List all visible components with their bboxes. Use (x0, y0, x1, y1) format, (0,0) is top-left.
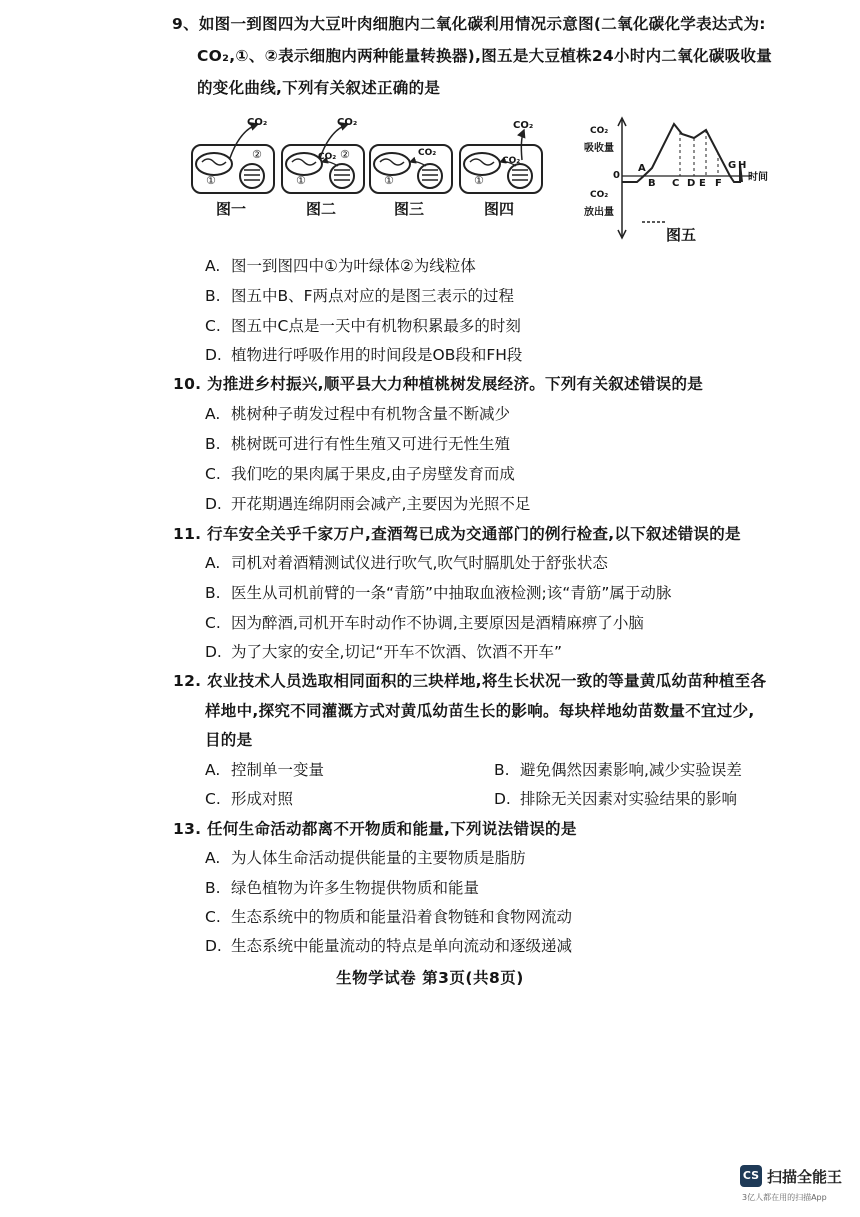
q10-option-d-text: 开花期遇连绵阴雨会减产,主要因为光照不足 (231, 495, 531, 513)
cell-4 (460, 130, 542, 193)
fig3-caption: 图三 (394, 200, 425, 218)
q12-option-d-label: D. (494, 790, 511, 808)
q9-option-a-label: A. (205, 257, 221, 275)
q10-option-a-text: 桃树种子萌发过程中有机物含量不断减少 (231, 405, 511, 423)
q11-option-a-label: A. (205, 554, 221, 572)
q13-option-c-text: 生态系统中的物质和能量沿着食物链和食物网流动 (231, 908, 573, 926)
q9-stem-line2: CO₂,①、②表示细胞内两种能量转换器),图五是大豆植株24小时内二氧化碳吸收量 (197, 47, 773, 65)
q13-option-c (205, 907, 572, 927)
q13-option-a-label: A. (205, 849, 221, 867)
q12-stem-line3: 目的是 (205, 731, 253, 749)
camscanner-logo-icon: CS (740, 1165, 762, 1187)
q11-option-a (205, 553, 608, 573)
fig5-absorb-label-2: 吸收量 (584, 143, 614, 154)
q11-option-b-text: 医生从司机前臂的一条“青筋”中抽取血液检测;该“青筋”属于动脉 (231, 584, 672, 602)
q9-option-b-text: 图五中B、F两点对应的是图三表示的过程 (231, 287, 515, 305)
q9-option-d-label: D. (205, 346, 222, 364)
q13-option-b (205, 878, 479, 898)
q13-option-b-label: B. (205, 879, 221, 897)
camscanner-tagline: 3亿人都在用的扫描App (742, 1193, 827, 1202)
fig4-caption: 图四 (484, 200, 515, 218)
q11-option-c (205, 613, 644, 633)
q11-option-d (205, 642, 562, 662)
fig5-release-label-2: 放出量 (584, 207, 614, 218)
fig5-point-d: D (687, 178, 696, 189)
q12-stem-line1: 12. 农业技术人员选取相同面积的三块样地,将生长状况一致的等量黄瓜幼苗种植至各 (173, 672, 767, 690)
q11-option-d-label: D. (205, 643, 222, 661)
cell-3 (370, 145, 452, 193)
q13-option-a (205, 848, 526, 868)
q9-option-a (205, 256, 476, 276)
q12-option-c (205, 789, 293, 809)
fig5-point-h: H (738, 160, 747, 171)
q11-option-d-text: 为了大家的安全,切记“开车不饮酒、饮酒不开车” (231, 643, 562, 661)
q13-option-d (205, 936, 572, 956)
fig2-caption: 图二 (306, 200, 337, 218)
q11-option-a-text: 司机对着酒精测试仪进行吹气,吹气时膈肌处于舒张状态 (231, 554, 608, 572)
fig2-circle2: ② (340, 148, 350, 161)
q10-option-a-label: A. (205, 405, 221, 423)
q10-option-c (205, 464, 515, 484)
q12-option-b (494, 760, 742, 780)
q11-option-c-text: 因为醉酒,司机开车时动作不协调,主要原因是酒精麻痹了小脑 (231, 614, 644, 632)
fig5-zero: 0 (613, 170, 620, 181)
q13-option-d-text: 生态系统中能量流动的特点是单向流动和逐级递减 (231, 937, 573, 955)
q13-option-d-label: D. (205, 937, 222, 955)
fig4-co2-label: CO₂ (513, 120, 534, 131)
q10-option-b-text: 桃树既可进行有性生殖又可进行无性生殖 (231, 435, 511, 453)
q9-option-b-label: B. (205, 287, 221, 305)
q11-option-c-label: C. (205, 614, 221, 632)
q10-option-a (205, 404, 510, 424)
camscanner-name: 扫描全能王 (767, 1168, 843, 1186)
q12-option-d (494, 789, 737, 809)
fig2-co2-label: CO₂ (337, 117, 358, 128)
q12-stem-line2: 样地中,探究不同灌溉方式对黄瓜幼苗生长的影响。每块样地幼苗数量不宜过少, (205, 702, 755, 720)
fig5-point-a: A (638, 163, 646, 174)
q9-option-c-text: 图五中C点是一天中有机物积累最多的时刻 (231, 317, 521, 335)
fig3-co2-inner-label: CO₂ (418, 148, 437, 158)
q10-option-d-label: D. (205, 495, 222, 513)
fig5-graph (582, 112, 782, 247)
page-footer: 生物学试卷 第3页(共8页) (336, 969, 524, 987)
fig5-absorb-label-1: CO₂ (590, 126, 609, 136)
q10-stem: 10. 为推进乡村振兴,顺平县大力种植桃树发展经济。下列有关叙述错误的是 (173, 375, 704, 393)
fig3-circle1: ① (384, 174, 394, 187)
q12-option-b-text: 避免偶然因素影响,减少实验误差 (520, 761, 742, 779)
q11-option-b (205, 583, 671, 603)
q9-option-a-text: 图一到图四中①为叶绿体②为线粒体 (231, 257, 476, 275)
q9-option-c (205, 316, 521, 336)
fig4-circle1: ① (474, 174, 484, 187)
q13-option-a-text: 为人体生命活动提供能量的主要物质是脂肪 (231, 849, 526, 867)
fig5-point-g: G (728, 160, 737, 171)
q9-option-c-label: C. (205, 317, 221, 335)
fig5-point-b: B (648, 178, 656, 189)
q12-option-b-label: B. (494, 761, 510, 779)
q13-stem: 13. 任何生命活动都离不开物质和能量,下列说法错误的是 (173, 820, 577, 838)
q12-option-a (205, 760, 324, 780)
fig5-time-label: 时间 (748, 172, 768, 183)
q10-option-c-text: 我们吃的果肉属于果皮,由子房壁发育而成 (231, 465, 515, 483)
fig1-circle1: ① (206, 174, 216, 187)
q9-option-d-text: 植物进行呼吸作用的时间段是OB段和FH段 (231, 346, 523, 364)
fig5-point-f: F (715, 178, 722, 189)
q11-option-b-label: B. (205, 584, 221, 602)
fig5-release-label-1: CO₂ (590, 190, 609, 200)
fig4-co2-inner-label: CO₂ (502, 156, 521, 166)
q9-stem-line3: 的变化曲线,下列有关叙述正确的是 (197, 79, 441, 97)
q10-option-c-label: C. (205, 465, 221, 483)
fig5-point-c: C (672, 178, 680, 189)
q10-option-b (205, 434, 510, 454)
fig2-co2-inner-label: CO₂ (318, 152, 337, 162)
cell-figures (190, 112, 550, 222)
q9-option-d (205, 345, 522, 365)
q13-option-b-text: 绿色植物为许多生物提供物质和能量 (231, 879, 480, 897)
fig1-caption: 图一 (216, 200, 247, 218)
q13-option-c-label: C. (205, 908, 221, 926)
q9-option-b (205, 286, 514, 306)
fig2-circle1: ① (296, 174, 306, 187)
q12-option-c-text: 形成对照 (231, 790, 294, 808)
q11-stem: 11. 行车安全关乎千家万户,查酒驾已成为交通部门的例行检查,以下叙述错误的是 (173, 525, 741, 543)
fig1-co2-label: CO₂ (247, 117, 268, 128)
q10-option-b-label: B. (205, 435, 221, 453)
q9-stem-line1: 9、如图一到图四为大豆叶肉细胞内二氧化碳利用情况示意图(二氧化碳化学表达式为: (172, 15, 766, 33)
q12-option-a-text: 控制单一变量 (231, 761, 325, 779)
q12-option-d-text: 排除无关因素对实验结果的影响 (520, 790, 738, 808)
q12-option-c-label: C. (205, 790, 221, 808)
fig5-caption: 图五 (666, 226, 697, 244)
fig1-circle2: ② (252, 148, 262, 161)
q10-option-d (205, 494, 530, 514)
q12-option-a-label: A. (205, 761, 221, 779)
fig5-point-e: E (699, 178, 706, 189)
